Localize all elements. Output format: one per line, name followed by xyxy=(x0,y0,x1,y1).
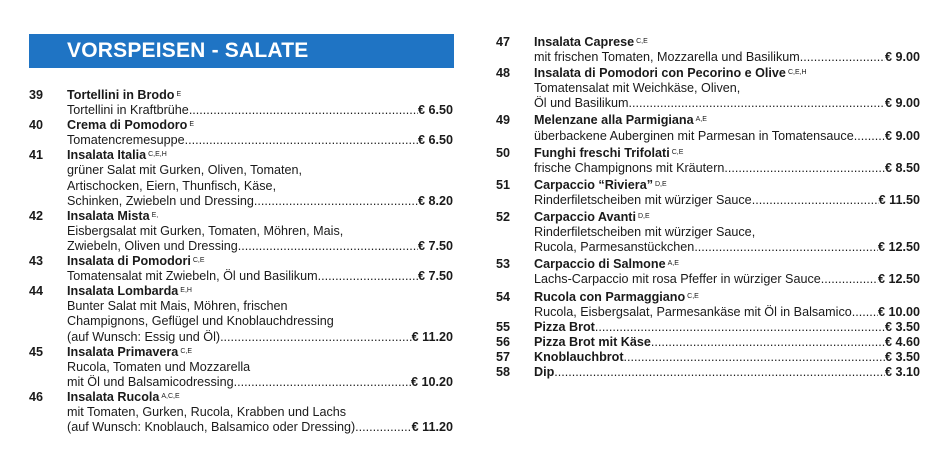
item-name-line xyxy=(534,146,920,161)
item-description: (auf Wunsch: Essig und Öl) xyxy=(67,329,221,344)
item-number: 48 xyxy=(496,66,511,81)
dot-leader xyxy=(752,193,879,208)
menu-item xyxy=(29,88,453,118)
item-number: 43 xyxy=(29,254,44,269)
item-allergens: E,H xyxy=(180,287,192,295)
item-description: Eisbergsalat mit Gurken, Tomaten, Möhren, Mais, xyxy=(67,223,344,238)
item-number: 58 xyxy=(496,364,511,379)
item-price: € 8.50 xyxy=(884,160,920,175)
item-allergens: C,E xyxy=(671,148,684,156)
item-price: € 8.20 xyxy=(417,193,453,208)
dot-leader xyxy=(852,305,878,320)
menu-item xyxy=(496,320,920,335)
item-name: Tortellini in Brodo $^E$ xyxy=(67,88,182,102)
item-name: Knoblauchbrot xyxy=(534,349,624,364)
item-description: Öl und Basilikum xyxy=(534,96,629,111)
item-description: Rinderfiletscheiben mit würziger Sauce xyxy=(534,192,752,207)
item-number: 56 xyxy=(496,334,511,349)
item-description: (auf Wunsch: Knoblauch, Balsamico oder Dressing) xyxy=(67,420,356,435)
item-price-line xyxy=(534,272,920,287)
item-price-line xyxy=(534,350,920,365)
item-price-line xyxy=(67,269,453,284)
dot-leader xyxy=(220,330,412,345)
item-name-line xyxy=(534,66,920,81)
item-number: 44 xyxy=(29,284,44,299)
item-number: 46 xyxy=(29,389,44,404)
item-price-line xyxy=(534,240,920,255)
menu-item xyxy=(496,210,920,255)
item-number: 42 xyxy=(29,208,44,223)
item-allergens: A,C,E xyxy=(161,392,180,400)
item-name: Carpaccio di Salmone $^{A,E}$ xyxy=(534,257,679,272)
item-price: € 3.50 xyxy=(884,319,920,334)
menu-item xyxy=(29,390,453,435)
item-price-line xyxy=(534,335,920,350)
item-allergens: C,E xyxy=(192,257,205,265)
item-number: 53 xyxy=(496,257,511,272)
item-name: Funghi freschi Trifolati $^{C,E}$ xyxy=(534,145,684,160)
dot-leader xyxy=(651,335,885,350)
dot-leader xyxy=(185,133,418,148)
item-price-line xyxy=(534,365,920,380)
item-price-line xyxy=(534,129,920,144)
item-name-line xyxy=(534,257,920,272)
item-price-line xyxy=(67,239,453,254)
item-description: Zwiebeln, Oliven und Dressing xyxy=(67,238,238,253)
item-price-line xyxy=(534,161,920,176)
menu-item xyxy=(29,118,453,148)
item-allergens: D,E xyxy=(655,180,667,188)
menu-item xyxy=(496,66,920,111)
dot-leader xyxy=(694,240,878,255)
item-description: Tomatensalat mit Weichkäse, Oliven, xyxy=(534,81,741,96)
menu-column-right xyxy=(496,35,920,380)
item-price: € 12.50 xyxy=(877,240,920,255)
item-price: € 6.50 xyxy=(417,133,453,148)
dot-leader xyxy=(238,239,418,254)
item-description: Tortellini in Kraftbrühe xyxy=(67,103,189,118)
item-price: € 11.50 xyxy=(878,192,920,207)
item-name: Melenzane alla Parmigiana $^{A,E}$ xyxy=(534,113,707,128)
item-price: € 11.20 xyxy=(411,420,453,435)
item-price: € 12.50 xyxy=(877,272,920,287)
section-header xyxy=(29,34,454,68)
item-number: 40 xyxy=(29,118,44,133)
item-description: mit frischen Tomaten, Mozzarella und Basilikum xyxy=(534,50,800,65)
item-description: mit Öl und Balsamicodressing xyxy=(67,374,234,389)
dot-leader xyxy=(595,320,885,335)
item-price-line xyxy=(67,103,453,118)
menu-item xyxy=(496,335,920,350)
item-price-line xyxy=(67,375,453,390)
item-name: Crema di Pomodoro $^E$ xyxy=(67,118,195,133)
item-price: € 11.20 xyxy=(411,329,453,344)
item-number: 45 xyxy=(29,344,44,359)
item-number: 47 xyxy=(496,35,511,49)
item-number: 49 xyxy=(496,113,511,128)
item-price-line xyxy=(67,133,453,148)
item-name: Insalata Primavera $^{C,E}$ xyxy=(67,344,192,359)
dot-leader xyxy=(629,96,885,111)
menu-item xyxy=(496,365,920,380)
item-description: Lachs-Carpaccio mit rosa Pfeffer in würziger Sauce xyxy=(534,272,821,287)
item-description: Rucola, Eisbergsalat, Parmesankäse mit Öl in Balsamico xyxy=(534,304,852,319)
item-allergens: C,E,H xyxy=(148,151,167,159)
item-price: € 9.00 xyxy=(884,96,920,111)
item-name: Insalata di Pomodori con Pecorino e Olive $^{C,E,H}$ xyxy=(534,66,807,81)
item-name-line xyxy=(67,284,453,299)
item-price: € 7.50 xyxy=(417,269,453,284)
item-number: 51 xyxy=(496,177,511,192)
item-price: € 4.60 xyxy=(884,334,920,349)
dot-leader xyxy=(189,103,418,118)
item-description: Rucola, Parmesanstückchen xyxy=(534,240,695,255)
item-name: Insalata Caprese $^{C,E}$ xyxy=(534,35,648,49)
item-price-line xyxy=(67,194,453,209)
item-description: frische Champignons mit Kräutern xyxy=(534,160,725,175)
item-description: Tomatencremesuppe xyxy=(67,133,185,148)
item-name-line xyxy=(534,290,920,305)
item-name-line xyxy=(534,178,920,193)
menu-column-left xyxy=(29,88,453,435)
dot-leader xyxy=(234,375,411,390)
item-description: Schinken, Zwiebeln und Dressing xyxy=(67,193,254,208)
item-name: Pizza Brot xyxy=(534,319,595,334)
item-name-line xyxy=(67,88,453,103)
item-name: Insalata Lombarda $^{E,H}$ xyxy=(67,284,192,299)
dot-leader xyxy=(355,420,412,435)
item-name: Dip xyxy=(534,364,555,379)
item-name-line xyxy=(534,113,920,128)
item-description: Rucola, Tomaten und Mozzarella xyxy=(67,359,251,374)
item-name: Insalata Mista $^{E,}$ xyxy=(67,208,159,223)
item-name-line xyxy=(67,148,453,163)
item-price: € 7.50 xyxy=(417,238,453,253)
menu-item xyxy=(29,254,453,284)
item-name-line xyxy=(67,390,453,405)
dot-leader xyxy=(318,269,418,284)
item-number: 41 xyxy=(29,148,44,163)
item-price-line xyxy=(67,420,453,435)
item-price: € 6.50 xyxy=(417,103,453,118)
item-allergens: A,E xyxy=(667,260,679,268)
dot-leader xyxy=(254,194,418,209)
dot-leader xyxy=(554,365,885,380)
item-description: Champignons, Geflügel und Knoblauchdressing xyxy=(67,314,334,329)
item-name-line xyxy=(67,254,453,269)
menu-item xyxy=(29,284,453,344)
item-price-line xyxy=(534,96,920,111)
menu-item xyxy=(496,113,920,143)
item-price: € 9.00 xyxy=(884,50,920,65)
item-name: Insalata Italia $^{C,E,H}$ xyxy=(67,148,167,163)
item-name-line xyxy=(67,209,453,224)
item-name: Pizza Brot mit Käse xyxy=(534,334,651,349)
item-name-line xyxy=(534,35,920,50)
item-number: 55 xyxy=(496,319,511,334)
item-name-line xyxy=(534,210,920,225)
item-allergens: A,E xyxy=(695,116,707,124)
menu-item xyxy=(496,146,920,176)
item-price: € 3.50 xyxy=(884,349,920,364)
item-price-line xyxy=(67,330,453,345)
item-number: 50 xyxy=(496,145,511,160)
section-title: VORSPEISEN - SALATE xyxy=(67,39,309,62)
item-price: € 3.10 xyxy=(884,364,920,379)
menu-item xyxy=(29,209,453,254)
item-allergens: C,E xyxy=(636,38,648,45)
item-allergens: C,E,H xyxy=(787,69,807,77)
item-description: Tomatensalat mit Zwiebeln, Öl und Basilikum xyxy=(67,269,318,284)
item-description: überbackene Auberginen mit Parmesan in Tomatensauce xyxy=(534,128,854,143)
item-number: 52 xyxy=(496,210,511,225)
item-price-line xyxy=(534,305,920,320)
item-number: 54 xyxy=(496,289,511,304)
menu-item xyxy=(29,148,453,208)
menu-item xyxy=(496,178,920,208)
item-name: Rucola con Parmaggiano $^{C,E}$ xyxy=(534,289,699,304)
item-description: mit Tomaten, Gurken, Rucola, Krabben und Lachs xyxy=(67,404,347,419)
item-allergens: C,E xyxy=(180,347,192,355)
item-description: Artischocken, Eiern, Thunfisch, Käse, xyxy=(67,178,277,193)
item-price-line xyxy=(534,193,920,208)
menu-item xyxy=(496,350,920,365)
item-allergens: E xyxy=(189,121,195,129)
dot-leader xyxy=(800,50,885,65)
item-name: Carpaccio Avanti $^{D,E}$ xyxy=(534,210,650,225)
item-price: € 10.20 xyxy=(410,374,453,389)
dot-leader xyxy=(624,350,885,365)
item-name: Carpaccio “Riviera” $^{D,E}$ xyxy=(534,177,667,192)
item-price-line xyxy=(534,50,920,65)
item-price: € 10.00 xyxy=(877,304,920,319)
menu-item xyxy=(496,35,920,65)
item-allergens: C,E xyxy=(687,292,699,300)
dot-leader xyxy=(724,161,885,176)
dot-leader xyxy=(854,129,885,144)
dot-leader xyxy=(821,272,878,287)
item-number: 57 xyxy=(496,349,511,364)
item-price: € 9.00 xyxy=(884,128,920,143)
item-name-line xyxy=(67,118,453,133)
item-name-line xyxy=(67,345,453,360)
item-allergens: D,E xyxy=(637,213,650,221)
item-number: 39 xyxy=(29,88,44,102)
menu-item xyxy=(496,257,920,287)
item-description: Bunter Salat mit Mais, Möhren, frischen xyxy=(67,299,288,314)
item-allergens: E, xyxy=(151,211,159,219)
menu-item xyxy=(496,290,920,320)
item-description: grüner Salat mit Gurken, Oliven, Tomaten, xyxy=(67,163,302,178)
item-name: Insalata Rucola $^{A,C,E}$ xyxy=(67,389,180,404)
item-name: Insalata di Pomodori $^{C,E}$ xyxy=(67,254,205,269)
item-allergens: E xyxy=(176,91,182,98)
menu-item xyxy=(29,345,453,390)
item-price-line xyxy=(534,320,920,335)
item-description: Rinderfiletscheiben mit würziger Sauce, xyxy=(534,225,756,240)
